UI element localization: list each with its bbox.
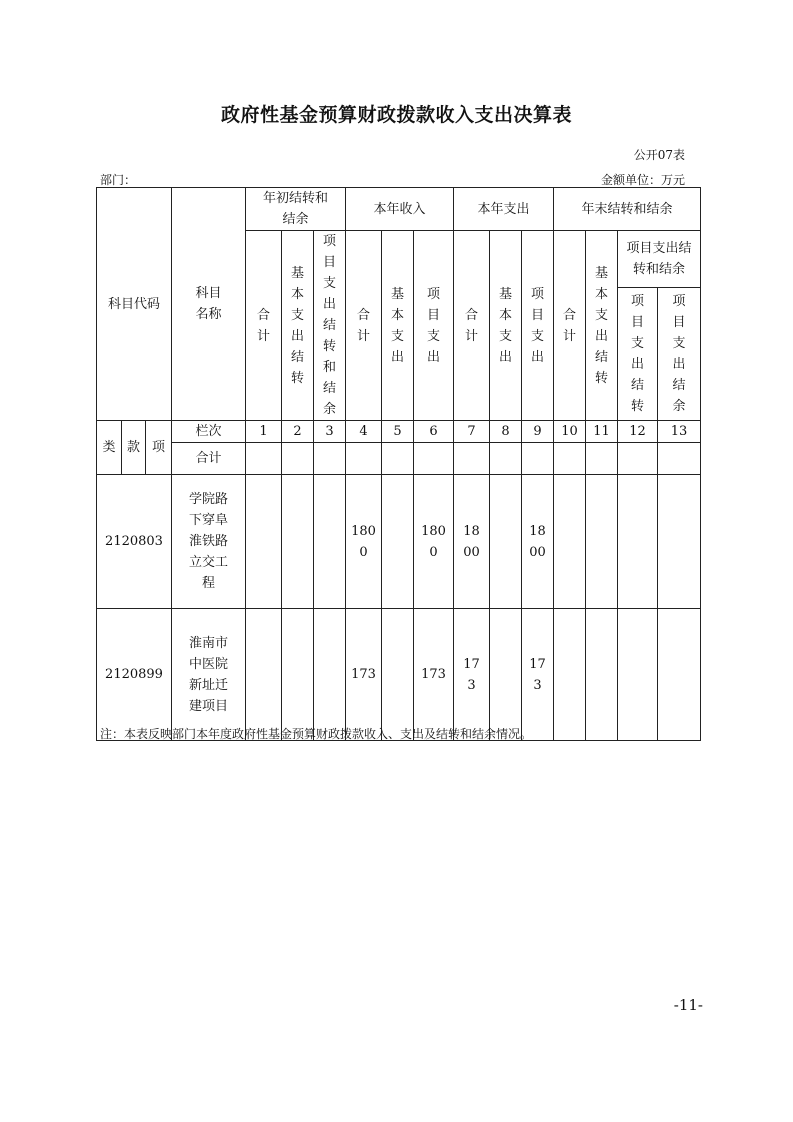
page-title: 政府性基金预算财政拨款收入支出决算表 xyxy=(220,104,572,126)
column-number: 7 xyxy=(454,421,490,443)
header-end-basic: 基本支出结转 xyxy=(586,231,618,421)
header-begin-project: 项目支出结转和结余 xyxy=(314,231,346,421)
department-label: 部门： xyxy=(100,173,137,187)
fund-budget-table xyxy=(96,187,701,741)
sum-cell xyxy=(314,443,346,475)
sum-cell xyxy=(246,443,282,475)
header-end-balance: 年末结转和结余 xyxy=(554,188,701,231)
sum-cell xyxy=(346,443,382,475)
sum-cell xyxy=(454,443,490,475)
header-expense-basic: 基本支出 xyxy=(490,231,522,421)
sum-cell xyxy=(382,443,414,475)
sum-cell xyxy=(618,443,658,475)
cell xyxy=(490,475,522,609)
table-code: 公开07表 xyxy=(633,148,685,162)
column-index-label: 栏次 xyxy=(172,421,246,443)
row-code: 2120803 xyxy=(97,475,172,609)
header-end-project-surplus: 项目支出结余 xyxy=(658,288,701,421)
cell xyxy=(618,609,658,741)
cell xyxy=(246,475,282,609)
row-name: 学院路下穿阜淮铁路立交工程 xyxy=(172,475,246,609)
header-income-basic: 基本支出 xyxy=(382,231,414,421)
column-number: 3 xyxy=(314,421,346,443)
cell xyxy=(490,609,522,741)
cell xyxy=(658,475,701,609)
header-subject-name: 科目名称 xyxy=(172,188,246,421)
row-income-total: 1800 xyxy=(346,475,382,609)
header-expense-total: 合计 xyxy=(454,231,490,421)
sum-row-label: 合计 xyxy=(172,443,246,475)
sum-cell xyxy=(554,443,586,475)
column-number: 9 xyxy=(522,421,554,443)
sum-cell xyxy=(522,443,554,475)
table-note: 注：本表反映部门本年度政府性基金预算财政拨款收入、支出及结转和结余情况。 xyxy=(100,727,533,741)
sum-cell xyxy=(658,443,701,475)
cell xyxy=(586,475,618,609)
header-begin-basic: 基本支出结转 xyxy=(282,231,314,421)
column-number: 1 xyxy=(246,421,282,443)
page-number: -11- xyxy=(673,996,703,1014)
column-number: 10 xyxy=(554,421,586,443)
column-number: 8 xyxy=(490,421,522,443)
column-number: 6 xyxy=(414,421,454,443)
cell xyxy=(554,475,586,609)
header-expense: 本年支出 xyxy=(454,188,554,231)
column-number: 13 xyxy=(658,421,701,443)
row-income-project: 173 xyxy=(414,609,454,741)
sum-cell xyxy=(586,443,618,475)
cell xyxy=(554,609,586,741)
cell xyxy=(586,609,618,741)
cell xyxy=(658,609,701,741)
header-expense-project: 项目支出 xyxy=(522,231,554,421)
header-income-total: 合计 xyxy=(346,231,382,421)
row-name: 淮南市中医院新址迁建项目 xyxy=(172,609,246,741)
column-number: 11 xyxy=(586,421,618,443)
row-income-project: 1800 xyxy=(414,475,454,609)
row-expense-project: 173 xyxy=(522,609,554,741)
cell xyxy=(246,609,282,741)
header-subject-code: 科目代码 xyxy=(97,188,172,421)
column-number: 4 xyxy=(346,421,382,443)
header-end-total: 合计 xyxy=(554,231,586,421)
row-income-total: 173 xyxy=(346,609,382,741)
header-lei: 类 xyxy=(97,421,122,475)
column-number: 5 xyxy=(382,421,414,443)
header-income: 本年收入 xyxy=(346,188,454,231)
cell xyxy=(282,609,314,741)
header-kuan: 款 xyxy=(122,421,146,475)
cell xyxy=(282,475,314,609)
table-row xyxy=(97,475,701,609)
cell xyxy=(314,609,346,741)
sum-cell xyxy=(490,443,522,475)
header-xiang: 项 xyxy=(146,421,172,475)
table-row xyxy=(97,609,701,741)
row-code: 2120899 xyxy=(97,609,172,741)
sum-cell xyxy=(282,443,314,475)
row-expense-total: 173 xyxy=(454,609,490,741)
column-number: 2 xyxy=(282,421,314,443)
cell xyxy=(314,475,346,609)
header-end-project-carry: 项目支出结转 xyxy=(618,288,658,421)
cell xyxy=(382,609,414,741)
header-end-project-group: 项目支出结转和结余 xyxy=(618,231,701,288)
header-begin-balance: 年初结转和结余 xyxy=(246,188,346,231)
column-number: 12 xyxy=(618,421,658,443)
unit-label: 金额单位：万元 xyxy=(600,173,685,187)
cell xyxy=(618,475,658,609)
header-income-project: 项目支出 xyxy=(414,231,454,421)
row-expense-total: 1800 xyxy=(454,475,490,609)
sum-cell xyxy=(414,443,454,475)
row-expense-project: 1800 xyxy=(522,475,554,609)
cell xyxy=(382,475,414,609)
header-begin-total: 合计 xyxy=(246,231,282,421)
